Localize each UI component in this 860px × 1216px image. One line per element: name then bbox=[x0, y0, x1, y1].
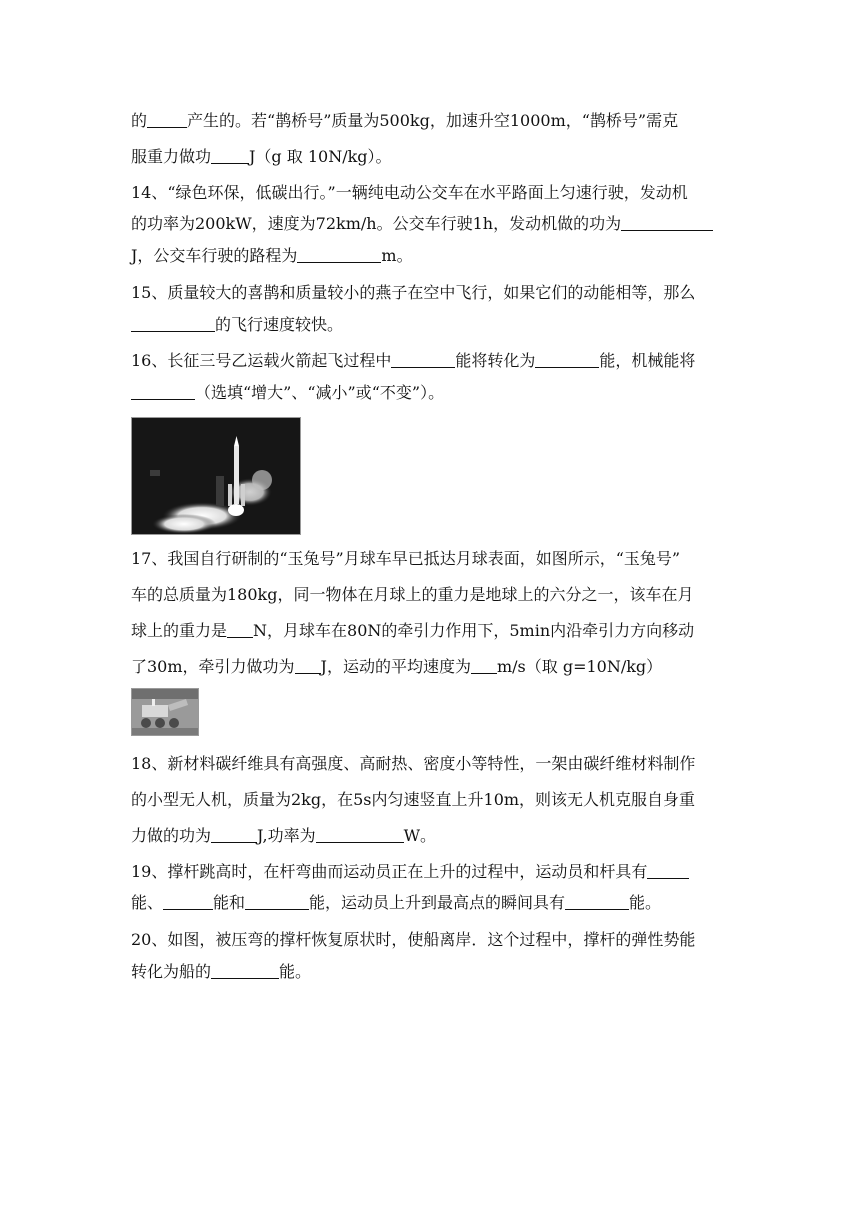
q15-line-1: 15、质量较大的喜鹊和质量较小的燕子在空中飞行，如果它们的动能相等，那么 bbox=[131, 283, 696, 302]
answer-blank[interactable] bbox=[211, 147, 249, 164]
q16-text: 能，机械能将 bbox=[599, 351, 696, 370]
q14-text: m。 bbox=[381, 246, 413, 265]
q20-text: 能。 bbox=[279, 962, 312, 981]
q13-text: J（g 取 10N/kg）。 bbox=[249, 147, 392, 166]
answer-blank[interactable] bbox=[163, 893, 213, 910]
answer-blank[interactable] bbox=[471, 657, 497, 674]
q13-line-2 bbox=[131, 146, 731, 168]
rocket-launch-drawing bbox=[132, 418, 300, 534]
answer-blank[interactable] bbox=[295, 657, 321, 674]
q18-line-3 bbox=[131, 825, 731, 847]
q16-text: 16、长征三号乙运载火箭起飞过程中 bbox=[131, 351, 392, 370]
answer-blank[interactable] bbox=[245, 893, 309, 910]
answer-blank[interactable] bbox=[391, 351, 455, 368]
answer-blank[interactable] bbox=[211, 826, 257, 843]
answer-blank[interactable] bbox=[147, 111, 187, 128]
q20-line-2 bbox=[131, 961, 731, 983]
q16-line-1 bbox=[131, 350, 731, 372]
q16-text: （选填“增大”、“减小”或“不变”）。 bbox=[195, 383, 445, 402]
moon-rover-drawing bbox=[132, 689, 198, 735]
answer-blank[interactable] bbox=[227, 621, 253, 638]
q19-text: 19、撑杆跳高时，在杆弯曲而运动员正在上升的过程中，运动员和杆具有 bbox=[131, 862, 648, 881]
q18-text: 力做的功为 bbox=[131, 826, 212, 845]
q16-line-2 bbox=[131, 382, 731, 404]
q19-text: 能，运动员上升到最高点的瞬间具有 bbox=[309, 893, 566, 912]
q17-text: J，运动的平均速度为 bbox=[320, 657, 471, 676]
q14-text: J，公交车行驶的路程为 bbox=[131, 246, 298, 265]
q17-text: 球上的重力是 bbox=[131, 621, 228, 640]
q18-line-2: 的小型无人机，质量为2kg，在5s内匀速竖直上升10m，则该无人机克服自身重 bbox=[131, 790, 696, 809]
q19-line-1 bbox=[131, 861, 731, 883]
q14-line-1: 14、“绿色环保，低碳出行。”一辆纯电动公交车在水平路面上匀速行驶，发动机 bbox=[131, 183, 688, 202]
q18-text: J,功率为 bbox=[257, 826, 316, 845]
q17-line-1: 17、我国自行研制的“玉兔号”月球车早已抵达月球表面，如图所示，“玉兔号” bbox=[131, 549, 681, 568]
answer-blank[interactable] bbox=[297, 246, 381, 263]
q13-text: 服重力做功 bbox=[131, 147, 212, 166]
q14-text: 的功率为200kW，速度为72km/h。公交车行驶1h，发动机做的功为 bbox=[131, 214, 622, 233]
q13-text: 的 bbox=[131, 111, 148, 130]
q20-line-1: 20、如图，被压弯的撑杆恢复原状时，使船离岸．这个过程中，撑杆的弹性势能 bbox=[131, 930, 696, 949]
rocket-launch-image bbox=[131, 417, 301, 535]
q17-text: m/s（取 g=10N/kg） bbox=[496, 657, 663, 676]
q17-line-3 bbox=[131, 620, 731, 642]
q18-text: W。 bbox=[403, 826, 437, 845]
q14-line-3 bbox=[131, 245, 731, 267]
q19-text: 能和 bbox=[213, 893, 246, 912]
q19-line-2 bbox=[131, 892, 731, 914]
q16-text: 能将转化为 bbox=[455, 351, 536, 370]
q19-text: 能。 bbox=[629, 893, 662, 912]
q17-text: N，月球车在80N的牵引力作用下，5min内沿牵引力方向移动 bbox=[253, 621, 695, 640]
q17-text: 了30m，牵引力做功为 bbox=[131, 657, 295, 676]
q13-text: 产生的。若“鹊桥号”质量为500kg，加速升空1000m，“鹊桥号”需克 bbox=[187, 111, 679, 130]
q15-text: 的飞行速度较快。 bbox=[215, 315, 344, 334]
answer-blank[interactable] bbox=[621, 214, 713, 231]
q13-line-1 bbox=[131, 110, 731, 132]
answer-blank[interactable] bbox=[647, 862, 689, 879]
moon-rover-image bbox=[131, 688, 199, 736]
q19-text: 能、 bbox=[131, 893, 164, 912]
q17-line-2: 车的总质量为180kg，同一物体在月球上的重力是地球上的六分之一，该车在月 bbox=[131, 585, 694, 604]
q18-line-1: 18、新材料碳纤维具有高强度、高耐热、密度小等特性，一架由碳纤维材料制作 bbox=[131, 754, 696, 773]
answer-blank[interactable] bbox=[211, 962, 279, 979]
q20-text: 转化为船的 bbox=[131, 962, 212, 981]
answer-blank[interactable] bbox=[565, 893, 629, 910]
q17-line-4 bbox=[131, 656, 731, 678]
answer-blank[interactable] bbox=[131, 315, 215, 332]
answer-blank[interactable] bbox=[316, 826, 404, 843]
answer-blank[interactable] bbox=[131, 383, 195, 400]
q14-line-2 bbox=[131, 213, 731, 235]
q15-line-2 bbox=[131, 314, 731, 336]
answer-blank[interactable] bbox=[535, 351, 599, 368]
